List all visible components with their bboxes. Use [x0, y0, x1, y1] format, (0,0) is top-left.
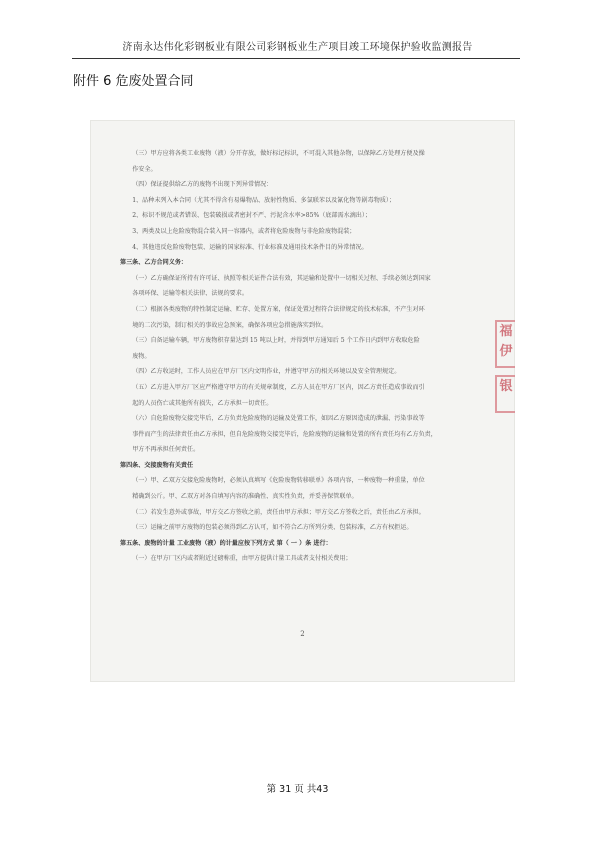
page-footer: 第 31 页 共43 [266, 784, 329, 795]
clause-line: 1、品种未列入本合同（尤其不得含有易爆物品、放射性物质、多氯联苯以及氰化物等剧毒物质）； [132, 196, 396, 204]
clause-line: （四）保证提供给乙方的废物不出现下列异常情况： [132, 181, 273, 189]
clause-line: 废物。 [132, 352, 151, 360]
clause-line: （二）若发生意外或事故，甲方交乙方签收之前，责任由甲方承担；甲方交乙方签收之后，责任由乙方承担。 [132, 508, 425, 516]
report-header: 济南永达伟化彩钢板业有限公司彩钢板业生产项目竣工环境保护验收监测报告 [122, 42, 473, 53]
inner-page-number: 2 [300, 630, 305, 638]
clause-line: 事件而产生的法律责任由乙方承担，但自危险废物交接完毕后，危险废物的运输和处置的所有责任均有乙方负责， [132, 430, 437, 438]
scanned-contract-page [90, 120, 515, 682]
clause-line: 4、其他违反危险废物包装、运输的国家标准、行业标准及通用技术条件目的异常情况。 [132, 243, 368, 251]
clause-line: （三）自备运输车辆，甲方废物积存量达到 15 吨以上时，并得到甲方通知后 5 个工作日内到甲方收取危险 [132, 337, 420, 345]
clause-line: （一）甲、乙双方交接危险废物时，必须认真填写《危险废物转移联单》各项内容，一种废物一种重量，单位 [132, 477, 425, 485]
clause-line: （五）乙方进入甲方厂区应严格遵守甲方的有关规章制度，乙方人员在甲方厂区内，因乙方责任造成事故而引 [132, 383, 425, 391]
clause-line: 甲方不再承担任何责任。 [132, 446, 200, 454]
clause-line: （三）运输之前甲方废物的包装必须得到乙方认可，如不符合乙方所列分类、包装标准，乙方有权拒运。 [132, 524, 413, 532]
seal-stamp-fragment: 福伊 [495, 320, 515, 368]
scanned-contract-text [120, 146, 490, 567]
clause-line: 各项环保、运输等相关法律、法规的要求。 [132, 290, 248, 298]
clause-line: 境的二次污染，制订相关的事故应急预案，确保各项应急措施落实到位。 [132, 321, 328, 329]
clause-line: （四）乙方收运时，工作人员应在甲方厂区内文明作业，并遵守甲方的相关环境以及安全管理规定。 [132, 368, 401, 376]
clause-heading: 第五条、废物的计量 工业废物（液）的计量应按下列方式 第（ 一 ）条 进行： [120, 539, 332, 547]
seal-stamp-fragment: 银 [495, 375, 515, 413]
clause-heading: 第三条、乙方合同义务： [120, 259, 188, 267]
clause-line: （二）根据各类废物的特性制定运输、贮存、处置方案，保证处置过程符合法律规定的技术标准，不产生对环 [132, 305, 425, 313]
header-divider [72, 58, 520, 59]
clause-heading: 第四条、交接废物有关责任 [120, 461, 194, 469]
clause-line: 起的人员伤亡或其他所有损失，乙方承担一切责任。 [132, 399, 273, 407]
clause-line: 作安全。 [132, 165, 157, 173]
clause-line: （一）乙方确保证所持有许可证、执照等相关证件合法有效，其运输和处置中一切相关过程、手续必须达到国家 [132, 274, 431, 282]
clause-line: 2、标识不规范或者错误、包装破损或者密封不严、污泥含水率>85%（底部需水滴出）； [132, 212, 372, 220]
attachment-title: 附件 6 危废处置合同 [73, 74, 194, 89]
clause-line: 3、两类及以上危险废物混合装入同一容器内，或者将危险废物与非危险废物混装； [132, 227, 356, 235]
clause-line: （一）在甲方厂区内或者附近过磅称重，由甲方提供计量工具或者支付相关费用； [132, 555, 352, 563]
clause-line: （三）甲方应将各类工业废物（液）分开存放，做好标记标识，不可混入其他杂物，以保障乙方处理方便及操 [132, 150, 425, 157]
clause-line: （六）自危险废物交接完毕后，乙方负责危险废物的运输及处置工作，如因乙方原因造成的泄漏、污染事故等 [132, 415, 425, 423]
clause-line: 精确到公斤。甲、乙双方对各自填写内容的准确性、真实性负责，并妥善保管联单。 [132, 493, 358, 501]
